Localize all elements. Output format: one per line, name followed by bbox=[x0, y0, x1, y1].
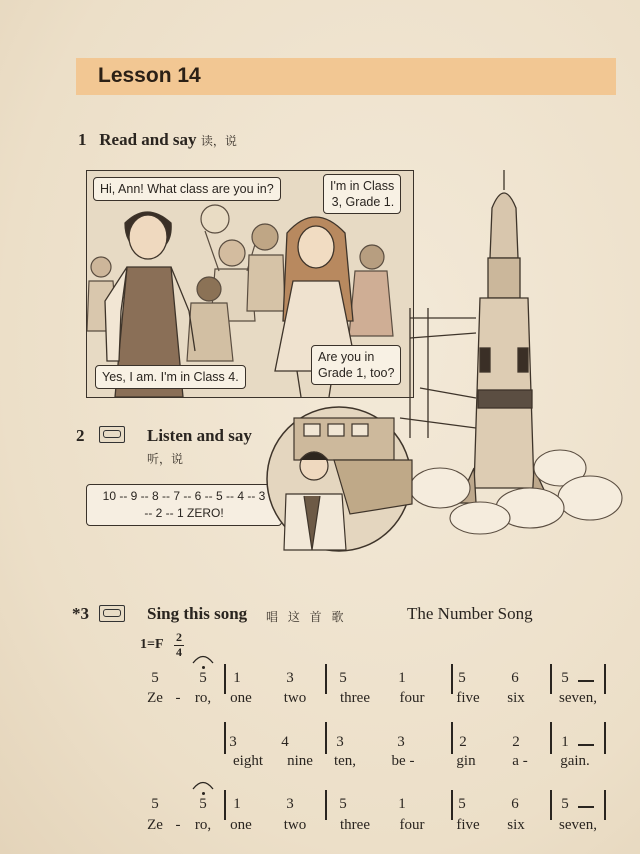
speech-bubble-4: Yes, I am. I'm in Class 4. bbox=[95, 365, 246, 389]
note-2-2: 3 bbox=[336, 734, 344, 750]
fermata-mark-3 bbox=[191, 778, 215, 790]
classroom-illustration bbox=[86, 170, 414, 398]
cassette-icon bbox=[99, 426, 125, 443]
note-3-4: 5 bbox=[339, 796, 347, 812]
key-signature: 1=F bbox=[140, 637, 164, 652]
note-1-2: 1 bbox=[233, 670, 241, 686]
speech-bubble-2-line1: I'm in Class bbox=[330, 179, 395, 193]
lyric-1-0: Ze bbox=[147, 690, 163, 706]
lyric-2-6: gain. bbox=[560, 753, 590, 769]
section2-title: Listen and say bbox=[147, 426, 252, 445]
note-2-5: 2 bbox=[512, 734, 520, 750]
lyric-3-4: two bbox=[283, 817, 307, 833]
lyric-2-5: a - bbox=[512, 753, 528, 769]
note-1-5: 1 bbox=[398, 670, 406, 686]
lyric-1-4: two bbox=[283, 690, 307, 706]
lyric-1-7: five bbox=[456, 690, 480, 706]
note-1-8: 5 bbox=[561, 670, 569, 686]
lyric-1-5: three bbox=[340, 690, 370, 706]
note-1-0: 5 bbox=[151, 670, 159, 686]
note-3-2: 1 bbox=[233, 796, 241, 812]
hold-dash-1 bbox=[578, 680, 594, 682]
countdown-line1: 10 -- 9 -- 8 -- 7 -- 6 -- 5 -- 4 -- 3 bbox=[102, 489, 266, 503]
lyric-2-1: nine bbox=[287, 753, 313, 769]
note-3-7: 6 bbox=[511, 796, 519, 812]
lyric-2-0: eight bbox=[233, 753, 263, 769]
note-1-4: 5 bbox=[339, 670, 347, 686]
note-2-4: 2 bbox=[459, 734, 467, 750]
note-3-3: 3 bbox=[286, 796, 294, 812]
note-2-6: 1 bbox=[561, 734, 569, 750]
rocket-illustration bbox=[380, 168, 630, 548]
lyric-1-8: six bbox=[507, 690, 525, 706]
section3-cn: 唱 这 首 歌 bbox=[266, 610, 347, 624]
hold-dash-3 bbox=[578, 806, 594, 808]
section3-number: *3 bbox=[72, 604, 89, 623]
countdown-box bbox=[86, 484, 282, 526]
octave-dot-1 bbox=[202, 666, 205, 669]
note-3-8: 5 bbox=[561, 796, 569, 812]
barline-1-2 bbox=[451, 664, 453, 694]
section1-cn: 读，说 bbox=[200, 134, 237, 148]
lyric-1-6: four bbox=[399, 690, 425, 706]
control-room-illustration bbox=[264, 404, 414, 554]
section3-title: Sing this song bbox=[147, 604, 248, 623]
barline-2-4 bbox=[604, 722, 606, 754]
lyric-2-2: ten, bbox=[333, 753, 357, 769]
barline-2-2 bbox=[451, 722, 453, 754]
barline-1-0 bbox=[224, 664, 226, 694]
countdown-line2: -- 2 -- 1 ZERO! bbox=[144, 506, 224, 520]
barline-3-3 bbox=[550, 790, 552, 820]
note-3-0: 5 bbox=[151, 796, 159, 812]
note-1-1: 5 bbox=[199, 670, 207, 686]
lyric-1-9: seven, bbox=[559, 690, 597, 706]
barline-3-4 bbox=[604, 790, 606, 820]
lyric-3-6: four bbox=[399, 817, 425, 833]
speech-bubble-1: Hi, Ann! What class are you in? bbox=[93, 177, 281, 201]
barline-2-1 bbox=[325, 722, 327, 754]
barline-1-3 bbox=[550, 664, 552, 694]
speech-bubble-3-line2: Grade 1, too? bbox=[318, 366, 395, 380]
lyric-3-3: one bbox=[230, 817, 252, 833]
lyric-3-1: - bbox=[175, 817, 181, 833]
lyric-3-8: six bbox=[507, 817, 525, 833]
barline-3-0 bbox=[224, 790, 226, 820]
time-signature bbox=[174, 630, 184, 659]
lyric-3-0: Ze bbox=[147, 817, 163, 833]
fermata-mark-1 bbox=[191, 652, 215, 664]
time-bottom: 4 bbox=[176, 645, 182, 659]
song-title: The Number Song bbox=[407, 604, 533, 623]
section2-cn: 听，说 bbox=[147, 452, 184, 466]
section1-heading bbox=[78, 130, 237, 150]
time-top: 2 bbox=[176, 630, 182, 644]
lyric-3-5: three bbox=[340, 817, 370, 833]
section2-number: 2 bbox=[76, 426, 85, 445]
lyric-2-4: gin bbox=[456, 753, 476, 769]
lyric-2-3: be - bbox=[391, 753, 415, 769]
barline-3-2 bbox=[451, 790, 453, 820]
note-3-1: 5 bbox=[199, 796, 207, 812]
hold-dash-2 bbox=[578, 744, 594, 746]
note-2-0: 3 bbox=[229, 734, 237, 750]
lyric-1-3: one bbox=[230, 690, 252, 706]
lesson-title: Lesson 14 bbox=[98, 64, 201, 87]
note-1-7: 6 bbox=[511, 670, 519, 686]
note-3-5: 1 bbox=[398, 796, 406, 812]
lesson-header-bar bbox=[76, 58, 616, 95]
note-1-3: 3 bbox=[286, 670, 294, 686]
speech-bubble-2-line2: 3, Grade 1. bbox=[331, 195, 395, 209]
note-3-6: 5 bbox=[458, 796, 466, 812]
speech-bubble-3-line1: Are you in bbox=[318, 350, 375, 364]
lyric-1-2: ro, bbox=[194, 690, 212, 706]
lyric-3-7: five bbox=[456, 817, 480, 833]
note-2-3: 3 bbox=[397, 734, 405, 750]
octave-dot-3 bbox=[202, 792, 205, 795]
note-2-1: 4 bbox=[281, 734, 289, 750]
cassette-icon-2 bbox=[99, 605, 125, 622]
lyric-3-9: seven, bbox=[559, 817, 597, 833]
barline-3-1 bbox=[325, 790, 327, 820]
barline-2-0 bbox=[224, 722, 226, 754]
barline-2-3 bbox=[550, 722, 552, 754]
barline-1-4 bbox=[604, 664, 606, 694]
barline-1-1 bbox=[325, 664, 327, 694]
section1-number: 1 bbox=[78, 130, 87, 149]
lyric-3-2: ro, bbox=[194, 817, 212, 833]
lyric-1-1: - bbox=[175, 690, 181, 706]
note-1-6: 5 bbox=[458, 670, 466, 686]
section1-title: Read and say bbox=[99, 130, 197, 149]
